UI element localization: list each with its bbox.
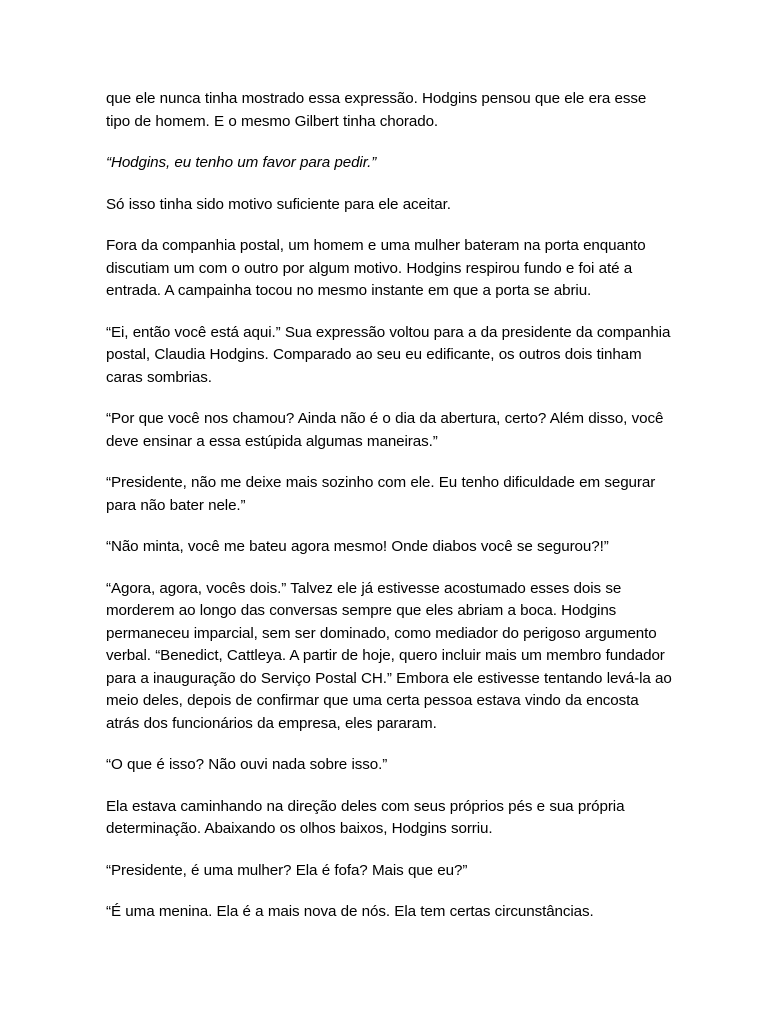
paragraph-quote-italic: “Hodgins, eu tenho um favor para pedir.” — [106, 154, 377, 171]
paragraph: “Agora, agora, vocês dois.” Talvez ele já estivesse acostumado esses dois se morderem ao longo das conversas sempre que eles abriam a boca. Hodgins permaneceu imparcial, sem ser dominado, como mediador do perigoso argumento verbal. “Benedict, Cattleya. A partir de hoje, quero incluir mais um membro fundador para a inauguração do Serviço Postal CH.” Embora ele estivesse tentando levá-la ao meio deles, depois de confirmar que uma certa pessoa estava vindo da encosta atrás dos funcionários da empresa, eles pararam. — [106, 579, 672, 732]
paragraph: “O que é isso? Não ouvi nada sobre isso.” — [106, 756, 388, 773]
paragraph: “É uma menina. Ela é a mais nova de nós. Ela tem certas circunstâncias. — [106, 903, 594, 920]
paragraph: Só isso tinha sido motivo suficiente para ele aceitar. — [106, 195, 451, 213]
paragraph: “Presidente, não me deixe mais sozinho com ele. Eu tenho dificuldade em segurar para não bater nele.” — [106, 474, 656, 514]
document-body — [106, 88, 674, 924]
paragraph: “Ei, então você está aqui.” Sua expressão voltou para a da presidente da companhia postal, Claudia Hodgins. Comparado ao seu eu edificante, os outros dois tinham caras sombrias. — [106, 323, 671, 386]
paragraph: “Presidente, é uma mulher? Ela é fofa? Mais que eu?” — [106, 861, 468, 879]
paragraph: “Por que você nos chamou? Ainda não é o dia da abertura, certo? Além disso, você deve ensinar a essa estúpida algumas maneiras.” — [106, 410, 664, 450]
paragraph: Ela estava caminhando na direção deles com seus próprios pés e sua própria determinação. Abaixando os olhos baixos, Hodgins sorriu. — [106, 797, 625, 837]
paragraph: “Não minta, você me bateu agora mesmo! Onde diabos você se segurou?!” — [106, 538, 609, 555]
paragraph: Fora da companhia postal, um homem e uma mulher bateram na porta enquanto discutiam um com o outro por algum motivo. Hodgins respirou fundo e foi até a entrada. A campainha tocou no mesmo instante em que a porta se abriu. — [106, 237, 646, 299]
paragraph: que ele nunca tinha mostrado essa expressão. Hodgins pensou que ele era esse tipo de homem. E o mesmo Gilbert tinha chorado. — [106, 90, 647, 130]
